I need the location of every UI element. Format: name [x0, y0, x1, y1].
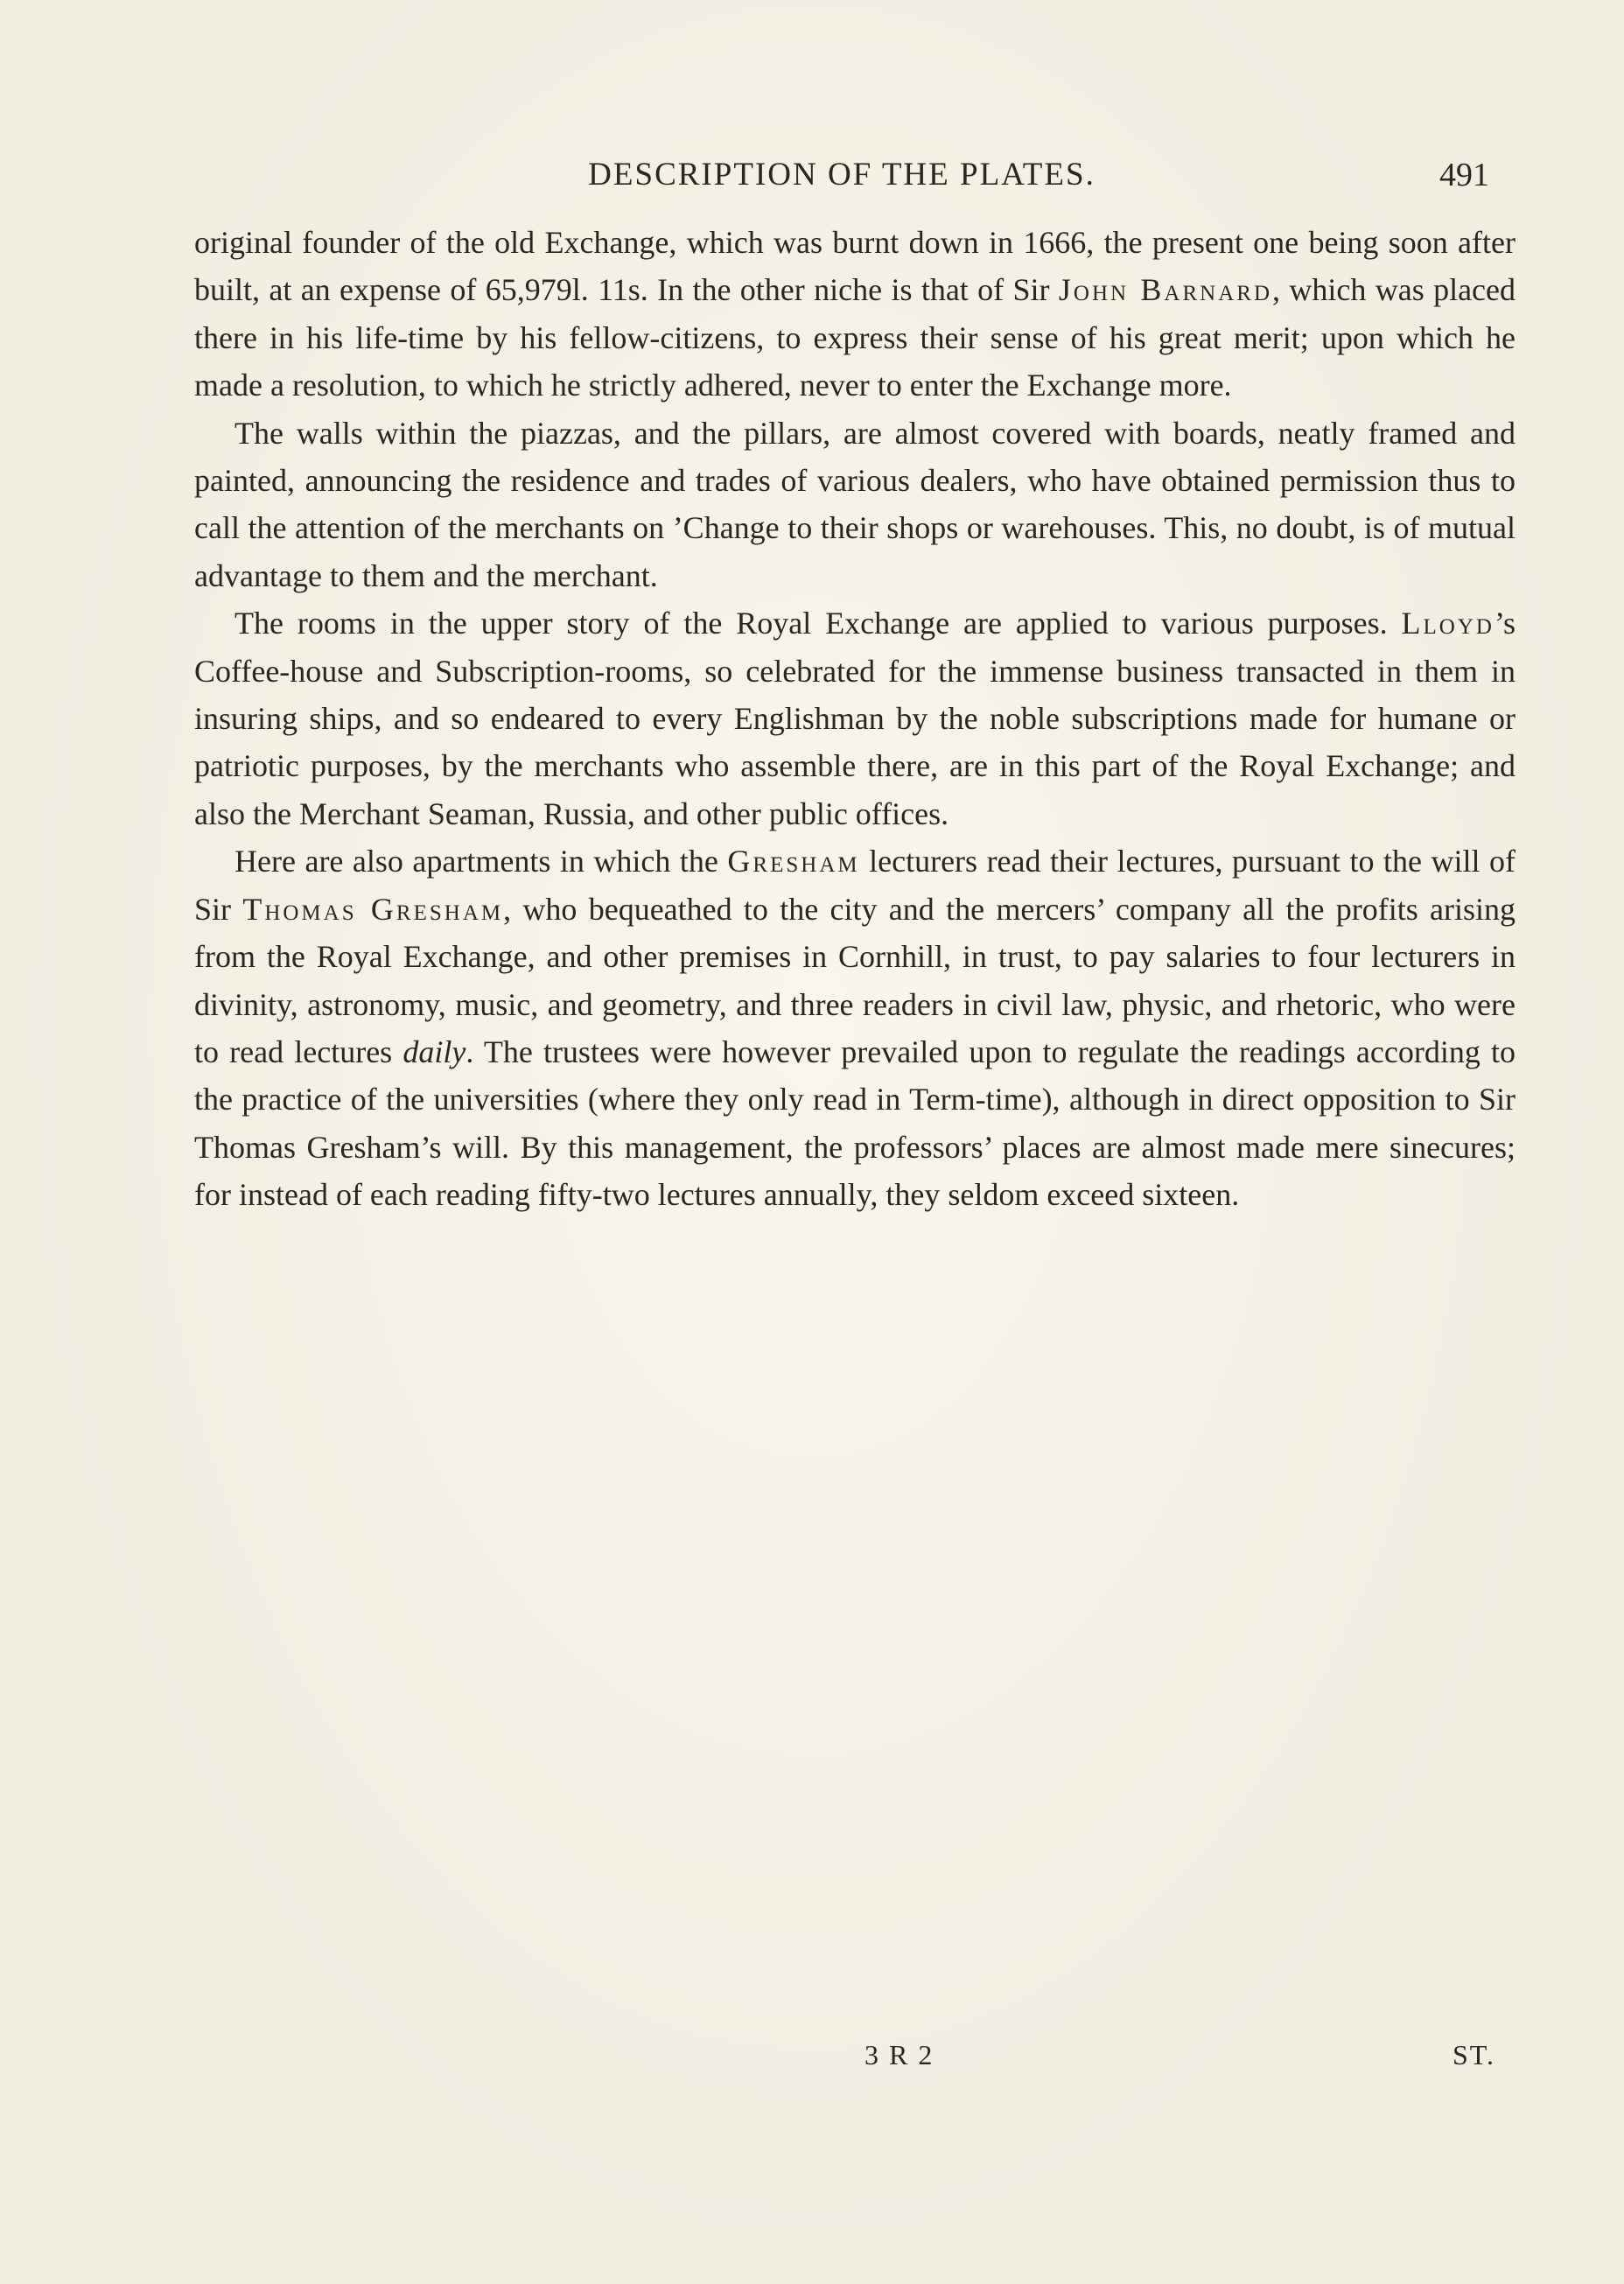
catchword: ST.: [1452, 2039, 1495, 2070]
signature-mark: 3 R 2: [864, 2039, 934, 2070]
text-run: Here are also apartments in which the: [234, 844, 728, 879]
text-run: original founder of the old Exchange, which was burnt down in 1666, the present one being soon after built, at an expense of 65,979l. 11s. In the other niche is that of Sir: [194, 225, 1516, 308]
body-text: [194, 219, 1516, 1219]
paragraph-1: [194, 219, 1516, 410]
page-number: 491: [1439, 157, 1489, 193]
italic-daily: daily: [402, 1033, 466, 1069]
name-lloyd: Lloyd: [1401, 606, 1494, 641]
text-run: . The trustees were however prevailed upon to regulate the readings according to the practice of the universities (where they only read in Term-time), although in direct opposition to Sir Thomas Gresham’s will. By this management, the professors’ places are almost made mere sinecures; for instead of each reading fifty-two lectures annually, they seldom exceed sixteen.: [194, 1033, 1516, 1213]
name-john-barnard: John Barnard: [1058, 272, 1273, 308]
paragraph-2: The walls within the piazzas, and the pillars, are almost covered with boards, neatly framed and painted, announcing the residence and trades of various dealers, who have obtained permission thus to call the attention of the merchants on ’Change to their shops or warehouses. This, no doubt, is of mutual advantage to them and the merchant.: [194, 415, 1516, 593]
name-thomas-gresham: Thomas Gresham: [242, 891, 504, 927]
paragraph-4: [194, 837, 1516, 1218]
page-header: [194, 151, 1489, 200]
paragraph-3: [194, 599, 1516, 837]
text-run: , who bequeathed to the city and the mercers’ company all the profits arising from the Royal Exchange, and other premises in Cornhill, in trust, to pay salaries to four lecturers in divinity, astronomy, music, and geometry, and three readers in civil law, physic, and rhetoric, who were to read lectures: [194, 891, 1516, 1069]
text-run: lecturers read their lectures, pursuant to the will of Sir: [194, 844, 1516, 927]
text-run: ’s Coffee-house and Subscription-rooms, so celebrated for the immense business transacted in them in insuring ships, and so endeared to every Englishman by the noble subscriptions made for humane or patriotic purposes, by the merchants who assemble there, are in this part of the Royal Exchange; and also the Merchant Seaman, Russia, and other public offices.: [194, 606, 1516, 831]
text-run: The rooms in the upper story of the Royal Exchange are applied to various purposes.: [234, 606, 1402, 641]
text-run: , which was placed there in his life-time by his fellow-citizens, to express their sense of his great merit; upon which he made a resolution, to which he strictly adhered, never to enter the Exchange more.: [194, 272, 1516, 403]
running-title: DESCRIPTION OF THE PLATES.: [588, 157, 1096, 193]
name-gresham: Gresham: [727, 844, 860, 879]
